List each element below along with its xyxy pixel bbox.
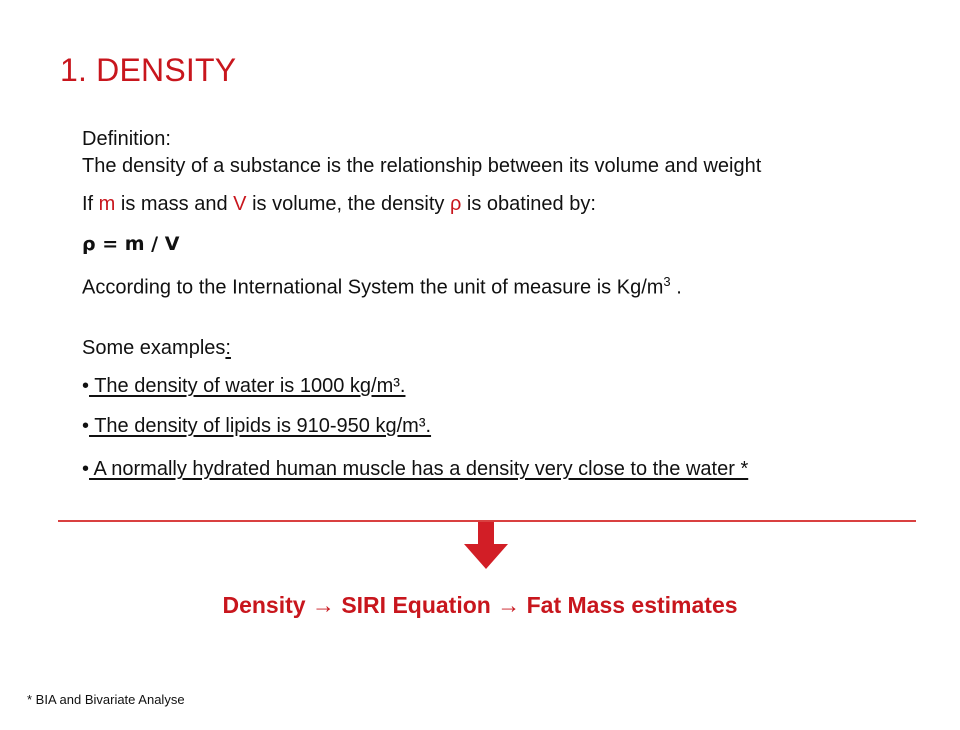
footnote: * BIA and Bivariate Analyse: [27, 692, 185, 707]
definition-heading: Definition:: [82, 128, 171, 150]
definition-text: The density of a substance is the relationship between its volume and weight: [82, 155, 762, 177]
si-unit-line: [82, 270, 682, 300]
example-text: The density of water is 1000 kg/m³.: [89, 375, 406, 397]
si-unit-text: According to the International System the unit of measure is Kg/m: [82, 276, 664, 299]
relation-text-2: is mass and: [115, 193, 234, 215]
summary-flow: Density → SIRI Equation → Fat Mass estimates: [222, 592, 738, 618]
density-symbol: ρ: [449, 193, 462, 215]
example-text: A normally hydrated human muscle has a density very close to the water *: [89, 458, 749, 480]
example-item: [82, 457, 748, 481]
arrow-down-icon: [462, 522, 510, 570]
mass-symbol: m: [98, 193, 116, 215]
density-formula: ρ = m / V: [82, 233, 180, 255]
examples-heading-colon: :: [225, 337, 231, 359]
relation-text-1: If: [82, 193, 99, 215]
bullet-icon: •: [82, 375, 90, 397]
relation-text-4: is obatined by:: [461, 193, 596, 215]
example-item: [82, 414, 431, 438]
bullet-icon: •: [82, 415, 90, 437]
si-unit-exponent: 3: [663, 274, 671, 289]
examples-heading: [82, 336, 231, 360]
relation-line: [82, 192, 596, 216]
volume-symbol: V: [233, 193, 247, 215]
bullet-icon: •: [82, 458, 90, 480]
example-item: [82, 374, 405, 398]
examples-heading-text: Some examples: [82, 337, 226, 359]
si-unit-suffix: .: [670, 276, 682, 299]
slide-title: 1. DENSITY: [60, 52, 237, 88]
example-text: The density of lipids is 910-950 kg/m³.: [89, 415, 432, 437]
relation-text-3: is volume, the density: [246, 193, 450, 215]
